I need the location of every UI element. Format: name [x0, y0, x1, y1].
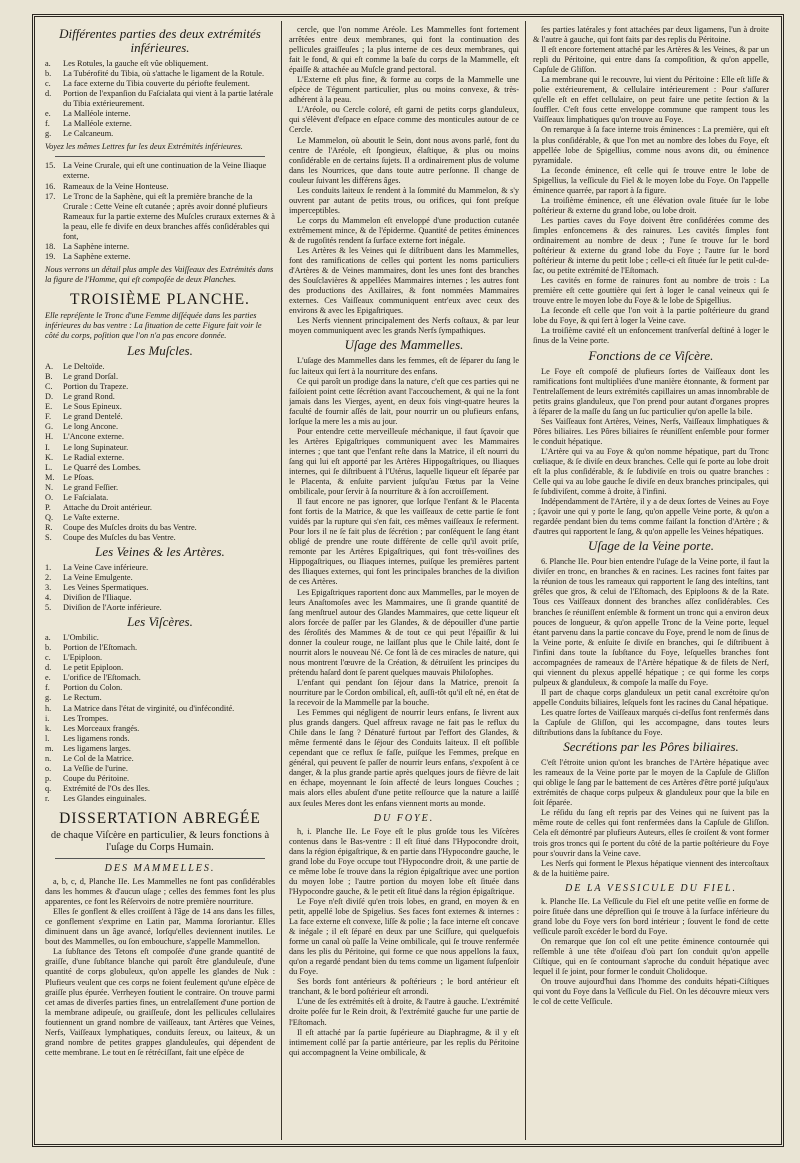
item-text: Le Pſoas. — [63, 472, 94, 482]
column-2 — [289, 25, 519, 1138]
list-item — [45, 533, 275, 543]
paragraph: k. Planche IIe. La Veſſicule du Fiel eſt une petite veſſie en forme de poire ſituée dans une dépreſſion qui ſe trouve à la ſurface inférieure du grand lobe du Foye vers ſon bord intérieur ; ſouvent le fond de cette veſſicule paroît excéder le bord du Foye. — [533, 896, 769, 936]
item-key: a. — [45, 59, 51, 68]
item-key: 17. — [45, 191, 56, 201]
divider — [55, 858, 265, 859]
dissertation-title: DISSERTATION ABREGÉE — [59, 810, 261, 827]
paragraph: L'uſage des Mammelles dans les femmes, eſt de ſéparer du ſang le ſuc laiteux qui ſert à la nourriture des enfans. — [289, 356, 519, 376]
paragraph: Indépendamment de l'Artère, il y a de deux ſortes de Veines au Foye ; ſçavoir une qui y porte le ſang, qu'on appelle Veine porte, & qu'on a regardée pendant bien du tems comme faiſant la fonction d'Artère ; & d'autres qui rapportent le ſang, & qu'on appelle les Veines hépatiques. — [533, 497, 769, 537]
item-text: Le Rectum. — [63, 693, 102, 703]
paragraph: La ſubſtance des Tetons eſt compoſée d'une grande quantité de graiſſe, d'une ſubſtance blanche qui paroît être glanduleuſe, d'une quantité de corps globuleux, qu'on appelle les glandes de Nuk : Plufieurs veulent que ces corps ne foient feulement qu'une eſpèce de graiſſe plus épurée. Verrheyen foutient le contraire. On trouve parmi cet amas de diverſes parties fines, un entrelaſſement d'une portion de la membrane adipeuſe, ou graiſſeuſe, dont les pellicules cellulaires foutiennent un grand nombre de vaiſſeaux, tant Artères que Veines, Nerfs, Vaiſſeaux lymphatiques, conduits ſereux, ou laiteux, & un grand nombre de petites grappes glanduleuſes, qui dépendent de cette membrane. Le tout en ſe rétréciſſant, fait une eſpèce de — [45, 947, 275, 1057]
item-text: Coupe du Péritoine. — [63, 773, 130, 783]
paragraph: La membrane qui le recouvre, lui vient du Péritoine : Elle eſt liſſe & polie extérieurement, & cellulaire intérieurement : Pour s'aſſurer qu'elle eſt en effet cellulaire, on peut faire une petite ſection & la ſouffler. C'eſt fous cette enveloppe commune que rampent tous les Vaiſſeaux limphatiques qu'on trouve au Foye. — [533, 75, 769, 125]
list-item — [45, 663, 275, 673]
list-item — [45, 392, 275, 402]
item-key: d. — [45, 663, 52, 673]
item-key: C. — [45, 382, 53, 392]
item-key: Q. — [45, 512, 54, 522]
paragraph: Les quatre ſortes de Vaiſſeaux marqués ci-deſſus font renfermés dans la Capſule de Gliſſon, qui les accompagne, dans toutes leurs diſtributions dans la ſubſtance du Foye. — [533, 708, 769, 738]
item-text: La Veine Emulgente. — [63, 573, 133, 583]
item-text: Les Trompes. — [63, 713, 109, 723]
item-text: Le grand Feſſier. — [63, 482, 119, 492]
paragraph: La ſeconde éminence, eſt celle qui ſe trouve entre le lobe de Spigellius, la veſſicule du Fiel & le moyen lobe du Foye. On l'appelle éminence quarrée, par raport à ſa figure. — [533, 165, 769, 195]
item-key: n. — [45, 753, 52, 763]
item-text: Portion de l'expanſion du Faſcialata qui vient à la partie latérale du Tibia extérieurement. — [63, 89, 274, 109]
item-key: K. — [45, 452, 54, 462]
usage-mammelles-title: Uſage des Mammelles. — [344, 337, 464, 353]
item-key: A. — [45, 362, 54, 372]
item-key: p. — [45, 773, 52, 783]
item-key: G. — [45, 422, 54, 432]
paragraphs-fiel — [533, 897, 769, 1008]
item-key: f. — [45, 683, 50, 693]
list-item — [45, 119, 275, 129]
item-text: L'Epiploon. — [63, 653, 103, 663]
voyez-note: Voyez les mêmes Lettres fur les deux Extrémités inférieures. — [45, 142, 243, 152]
list-item — [45, 161, 275, 181]
note-vaisseaux: Nous verrons un détail plus ample des Vaiſſeaux des Extrémités dans la figure de l'Homme, qui eſt compoſée de deux Planches. — [45, 264, 274, 284]
list-item — [45, 252, 275, 262]
item-text: Le grand Dorſal. — [63, 372, 119, 382]
fonctions-title: Fonctions de ce Viſcère. — [588, 347, 714, 363]
item-key: d. — [45, 89, 52, 99]
item-key: F. — [45, 412, 52, 422]
item-key: h. — [45, 703, 52, 713]
item-key: O. — [45, 492, 54, 502]
paragraph: Les Epigaſtriques raportent donc aux Mammelles, par le moyen de leurs Anaſtomoſes avec les Mammaires, une ſi grande quantité de ſang menſtruel autour des Glandes Mammaires, que cette liqueur eſt alors forcée de paſſer par les Glandes, & de dépouiller d'une partie des ſéroſités des Mammes & de tout ce qui peut l'épaiſſir & lui donner la couleur rouge, ne laiſſant plus que le Chile laité, dont ſe nourrit alors le nouveau Né. Ce font là de ces miracles de nature, qui nous montrent l'œuvre de la Création, & détruiſent les principes du prétendu haſard dont ſe parent quelques mauvais Philoſophes. — [289, 587, 519, 677]
list-item — [45, 242, 275, 252]
item-key: r. — [45, 793, 50, 803]
item-text: La Malléole externe. — [63, 119, 132, 129]
item-key: k. — [45, 723, 52, 733]
paragraph: L'une de ſes extrémités eſt à droite, & l'autre à gauche. L'extrémité droite poſée fur le Rein droit, & l'extrémité gauche fur une partie de l'Eſtomach. — [289, 997, 519, 1027]
paragraph: Les Nerfs qui forment le Plexus hépatique viennent des intercoſtaux & de la huitième paire. — [533, 858, 769, 878]
item-text: Le Radial externe. — [63, 452, 125, 462]
list-item — [45, 453, 275, 463]
item-key: i. — [45, 713, 50, 723]
list-item — [45, 784, 275, 794]
list-item — [45, 79, 275, 89]
foye-heading: DU FOYE. — [373, 812, 435, 824]
item-key: R. — [45, 522, 53, 532]
list-veines — [45, 563, 275, 613]
paragraphs-foye-suite — [533, 25, 769, 347]
item-key: 16. — [45, 181, 56, 191]
item-text: Le Faſcialata. — [63, 492, 109, 502]
list-item — [45, 402, 275, 412]
list-item — [45, 493, 275, 503]
column-1 — [45, 25, 275, 1138]
paragraph: Ses bords font antérieurs & poſtérieurs ; le bord antérieur eſt tranchant, & le bord poſtérieur eſt arrondi. — [289, 977, 519, 997]
item-key: 5. — [45, 603, 52, 613]
list-item — [45, 513, 275, 523]
paragraph: La troiſième éminence, eſt une élévation ovale ſituée ſur le lobe poſtérieur & externe du grand lobe, ou lobe droit. — [533, 195, 769, 215]
list-item — [45, 653, 275, 663]
item-key: f. — [45, 119, 50, 129]
paragraph: Les parties caves du Foye doivent être conſidérées comme des ſimples enfoncemens & des rainures. Les cavités ſimples font ordinairement au nombre de deux ; l'une ſe trouve ſur le bord poſtérieur & externe du grand lobe du Foye ; l'autre ſur le bord poſtérieur & interne du petit lobe ; celle-ci eſt ſituée ſur le petit cul-de-ſac, ou petite extrémité de l'Eſtomach. — [533, 215, 769, 276]
list-item — [45, 503, 275, 513]
column-rule-2 — [525, 21, 526, 1140]
item-key: b. — [45, 643, 52, 653]
paragraph: Le Foye eſt compoſé de plufieurs ſortes de Vaiſſeaux dont les ramifications font multipliées d'une manière étonnante, & forment par l'entrelaſſement de leurs extrémités capillaires un amas innombrable de petits grains glanduleux, que l'on prend pour autant d'organes propres à ſéparer de la maſſe du ſang un ſuc particulier qu'on apelle la bile. — [533, 366, 769, 416]
item-text: La Tubérofité du Tibia, où s'attache le ligament de la Rotule. — [63, 69, 265, 79]
paragraphs-veine-porte — [533, 557, 769, 738]
paragraph: Elles ſe gonflent & elles croiſſent à l'âge de 14 ans dans les filles, ce gonflement s'exprime en Latin par, Mamma ſororiantur. Elles diminuent dans un âge avancé, lorſqu'elles deviennent inutiles. Le bout des Mammelles, ou ſon embouchure, s'appelle Mammellon. — [45, 907, 275, 947]
item-key: E. — [45, 402, 53, 412]
list-item — [45, 89, 275, 109]
paragraph: On trouve aujourd'hui dans l'homme des conduits hépati-Ciſtiques qui vont du Foye dans la Veſſicule du Fiel. On les découvre mieux vers le col de cette Veſſicule. — [533, 977, 769, 1007]
mammelles-heading: DES MAMMELLES. — [104, 863, 216, 874]
paragraph: L'Aréole, ou Cercle coloré, eſt garni de petits corps glanduleux, qui s'élèvent d'eſpace en eſpace comme des monticules autour de ce Cercle. — [289, 105, 519, 135]
list-item — [45, 129, 275, 139]
item-key: c. — [45, 79, 51, 89]
item-text: Le Calcaneum. — [63, 129, 114, 139]
list-item — [45, 463, 275, 473]
paragraph: La ſeconde eſt celle que l'on voit à la partie poſtérieure du grand lobe du Foye, & qui ſert à loger la Veine cave. — [533, 306, 769, 326]
paragraph: 6. Planche IIe. Pour bien entendre l'uſage de la Veine porte, il faut la diviſer en tronc, en branches & en racines. Les racines font faites par la réunion de tous les rameaux qui rapportent le ſang des inteſtins, tant grêles que gros, & celui de l'Eſtomach, des Epiploons & de la Rate. Tous ces Vaiſſeaux donnent des branches aſſez conſidérables. Ces branches ſe réuniſſent enſemble & forment un tronc qui a environ deux pouces de longueur, & qu'on appelle Tronc de la Veine porte, lequel étant parvenu dans la partie concave du Foye, prend le nom de ſinus de la Veine porte, & enſuite ſe diviſe en branches, qui ſe diſtribuent à l'infini dans toute la ſubſtance du Foye, leſquelles branches font accompagnées de rameaux de l'Artère hépatique & de filets de Nerf, qui viennent du plexus appellé hépatique ; ce qui forme les corps pulpeux & glanduleux, & compoſe la maſſe du Foye. — [533, 557, 769, 687]
item-key: q. — [45, 783, 52, 793]
list-item — [45, 109, 275, 119]
list-item — [45, 412, 275, 422]
list-item — [45, 774, 275, 784]
list-item — [45, 643, 275, 653]
item-text: Le grand Dentelé. — [63, 412, 123, 422]
item-text: Portion du Colon. — [63, 683, 123, 693]
item-text: Diviſion de l'Aorte inférieure. — [63, 603, 162, 613]
item-text: Le petit Epiploon. — [63, 663, 124, 673]
list-item — [45, 633, 275, 643]
paragraph: h, i. Planche IIe. Le Foye eſt le plus groſde tous les Viſcères contenus dans le Bas-ventre : Il eſt ſitué dans l'Hypocondre droit, dans la région épigaſtrique, & en partie dans l'Hypocondre gauche, le grand lobe du Foye occupe tout l'Hypocondre droit, & une partie de ce même lobe ſe trouve dans la région épigaſtrique avec une portion du moyen lobe ; l'autre portion du moyen lobe eſt ſituée dans l'Hypocondre gauche, & le petit eſt ſitué dans la région épigaſtrique. — [289, 826, 519, 896]
paragraph: Pour entendre cette merveilleuſe méchanique, il faut ſçavoir que les Artères Epigaſtriques communiquent avec les Mammaires internes ; que tant que l'enfant reſte dans la Matrice, il eſt nourri du ſang qui lui eſt apporté par les Artères Hippogaſtriques, ou Iliaques internes, qui ſe diſtribuent à l'Utérus, laquelle liqueur eſt ſéparée par le Placenta, & enſuite parvient juſqu'au Fœtus par la Veine ombilicale, pour ſervir à ſa nourriture & à ſon accroiſſement. — [289, 426, 519, 497]
item-text: L'Ombilic. — [63, 633, 99, 643]
item-key: b. — [45, 69, 52, 79]
item-text: Le Tronc de la Saphène, qui eſt la première branche de la Crurale : Cette Veine eſt cutanée ; après avoir donné plufieurs Rameaux fur la partie externe des Muſcles cruraux externes & à la peau, elle fe divife en deux branches affés conſidérables qui font, — [63, 191, 275, 241]
secretions-title: Secrétions par les Pôres biliaires. — [563, 739, 739, 755]
item-key: e. — [45, 109, 51, 119]
item-text: Le grand Rond. — [63, 392, 115, 402]
paragraph: Les conduits laiteux ſe rendent à la ſommité du Mammelon, & s'y ouvrent par autant de petits trous, ou orifices, qui font preſque imperceptibles. — [289, 185, 519, 215]
item-text: La Saphène externe. — [63, 251, 131, 261]
item-text: Portion du Trapeze. — [63, 382, 129, 392]
item-text: La Malléole interne. — [63, 109, 131, 119]
paragraph: On remarque à ſa face interne trois éminences : La première, qui eſt la plus conſidérable, & que l'on met au nombre des lobes du Foye, eſt appellée lobe de Spigellius, comme nous avons dit, ou éminence pyramidale. — [533, 125, 769, 165]
list-item — [45, 573, 275, 583]
paragraph: La troiſième cavité eſt un enfoncement tranſverſal deſtiné à loger le ſinus de la Veine porte. — [533, 326, 769, 346]
item-text: Coupe des Muſcles droits du bas Ventre. — [63, 522, 197, 532]
paragraph: Ses Vaiſſeaux font Artères, Veines, Nerfs, Vaiſſeaux limphatiques & Pôres biliaires. Les Pôres biliaires ſe réuniſſent enſemble pour former le conduit hépatique. — [533, 416, 769, 446]
item-text: La Matrice dans l'état de virginité, ou d'infécondité. — [63, 703, 235, 713]
list-muscles — [45, 362, 275, 543]
item-text: Le long Ancone. — [63, 422, 119, 432]
paragraph: Le réſidu du ſang eſt repris par des Veines qui ne ſuivent pas la même route de celles qui font renfermées dans la Capſule de Gliſſon. Cela eſt démontré par plufieurs Auteurs, elles ſe croiſent & vont former trois gros troncs qui ſe portent du côté de la partie poſtérieure du Foye pour s'ouvrir dans la Veine cave. — [533, 808, 769, 858]
item-text: Le Quarré des Lombes. — [63, 462, 141, 472]
list-item — [45, 724, 275, 734]
item-key: 15. — [45, 161, 56, 171]
item-text: La face externe du Tibia couverte du périofte feulement. — [63, 79, 250, 89]
item-key: m. — [45, 743, 54, 753]
list-item — [45, 443, 275, 453]
item-key: o. — [45, 763, 52, 773]
list-extremites — [45, 59, 275, 139]
item-key: L. — [45, 462, 53, 472]
item-key: B. — [45, 372, 53, 382]
list-item — [45, 593, 275, 603]
list-item — [45, 563, 275, 573]
paragraphs-secretions — [533, 758, 769, 879]
item-text: Les Glandes einguinales. — [63, 793, 147, 803]
paragraph: Les Artères & les Veines qui ſe diſtribuent dans les Mammelles, font des ramifications de celles qui portent les noms particuliers d'Artères & de Veines mammaires, dont les unes font des branches des Souſclavières & appellées Mammaires internes ; les autres font des productions des Axillaires, & font nommées Mammaires externes. Ces Vaiſſeaux communiquent entr'eux avec ceux des environs & avec les Epigaſtriques. — [289, 246, 519, 316]
item-text: Coupe des Muſcles du bas Ventre. — [63, 532, 176, 542]
item-key: 3. — [45, 583, 52, 593]
list-item — [45, 714, 275, 724]
paragraphs-foye — [289, 827, 519, 1058]
list-item — [45, 693, 275, 703]
visceres-title: Les Viſcères. — [127, 614, 193, 630]
item-key: c. — [45, 653, 51, 663]
item-key: 2. — [45, 573, 52, 583]
list-item — [45, 754, 275, 764]
list-item — [45, 422, 275, 432]
paragraph: Les cavités en forme de rainures font au nombre de trois : La première eſt cette gouttière qui ſert à loger le canal veineux qui ſe trouve entre le moyen lobe du Foye & le lobe de Spigellius. — [533, 276, 769, 306]
list-item — [45, 583, 275, 593]
paragraph: Le corps du Mammelon eſt enveloppé d'une production cutanée extrêmement mince, & de l'épiderme. Quantité de petites éminences & de rugoſités rendent ſa ſurface externe fort inégale. — [289, 215, 519, 245]
item-key: a. — [45, 633, 51, 643]
item-text: La Saphène interne. — [63, 241, 130, 251]
item-text: Les ligamens ronds. — [63, 733, 130, 743]
list-veines-crurales — [45, 161, 275, 261]
item-key: 1. — [45, 562, 52, 572]
paragraph: On remarque que ſon col eſt une petite éminence contournée qui reſſemble à une tête d'oiſeau d'où part ſon conduit qu'on appelle Ciſtique, qui en ſe contournant s'aproche du conduit hépatique avec lequel il ſe joint, pour former le conduit Cholidoque. — [533, 936, 769, 977]
item-text: Le Sous Epineux. — [63, 402, 122, 412]
item-text: Les ligamens larges. — [63, 743, 131, 753]
list-item — [45, 603, 275, 613]
list-item — [45, 372, 275, 382]
list-item — [45, 192, 275, 242]
item-text: Extrémité de l'Os des Iles. — [63, 783, 150, 793]
veines-title: Les Veines & les Artères. — [95, 543, 225, 559]
item-text: La Veine Crurale, qui eſt une continuation de la Veine Iliaque externe. — [63, 161, 267, 181]
paragraphs-mammelles — [45, 877, 275, 1058]
item-key: e. — [45, 673, 51, 683]
item-key: P. — [45, 502, 51, 512]
item-key: 18. — [45, 241, 56, 251]
item-key: M. — [45, 472, 55, 482]
item-text: Attache du Droit antérieur. — [63, 502, 152, 512]
veine-porte-title: Uſage de la Veine porte. — [588, 538, 714, 554]
muscles-title: Les Muſcles. — [127, 343, 193, 359]
item-text: L'Ancone externe. — [63, 432, 124, 442]
column-rule-1 — [281, 21, 282, 1140]
list-item — [45, 483, 275, 493]
list-item — [45, 473, 275, 483]
document-page — [32, 14, 784, 1147]
item-key: S. — [45, 532, 52, 542]
item-key: I. — [45, 442, 50, 452]
divider — [55, 156, 265, 157]
paragraph: Il faut encore ne pas ignorer, que lorſque l'enfant & le Placenta font fortis de la Matrice, & que les vaiſſeaux de cette partie ſe font vuidés par la rupture qui s'en fait, ces mêmes vaiſſeaux ſe referment. Pour lors il ne ſe fait plus de ſécrétion ; par conſéquent le ſang étant obligé de prendre une route différente de celle qu'il avoit priſe, remonte par les Artères Epigaſtriques, qui font très-voiſines des Hippogaſtriques, ou Iliaques internes, puiſque les premières partent des Iliaques externes, qui font les principales branches de la diviſion de ces Artères. — [289, 497, 519, 587]
paragraph: Ce qui paroît un prodige dans la nature, c'eſt que ces parties qui ne faiſoient point cette ſécrétion avant l'accouchement, & qui ne la font jamais dans les Vierges, ayent, en deux fois vingt-quatre heures la faculté de fournir aſſés de lait, pour nourrir un ou plufieurs enfans, lorſque la mere les a mis au jour. — [289, 376, 519, 426]
list-item — [45, 794, 275, 804]
paragraph: Il eſt attaché par ſa partie ſupérieure au Diaphragme, & il y eſt intimement collé par ſa partie antérieure, par les replis du Péritoine qui accompagnent la Veine ombilicale, & — [289, 1027, 519, 1057]
item-key: l. — [45, 733, 50, 743]
list-item — [45, 734, 275, 744]
paragraph: Il eſt encore fortement attaché par les Artères & les Veines, & par un repli du Péritoine, qui entre dans ſa compoſition, & qu'on appelle, Capſule de Gliſſon. — [533, 45, 769, 75]
list-item — [45, 704, 275, 714]
paragraph: L'Externe eſt plus fine, & forme au corps de la Mammelle une eſpèce de Tégument particulier, plus ou moins convexe, & très-adhérent à la peau. — [289, 75, 519, 105]
list-item — [45, 59, 275, 69]
item-text: Les Morceaux frangés. — [63, 723, 140, 733]
item-text: Le Deltoïde. — [63, 362, 105, 372]
paragraph: Il part de chaque corps glanduleux un petit canal excrétoire qu'on appelle Conduits biliaires, leſquels font les racines du Canal hépatique. — [533, 687, 769, 707]
paragraphs-usage — [289, 356, 519, 808]
paragraph: L'Artère qui va au Foye & qu'on nomme hépatique, part du Tronc cœliaque, & ſe diviſe en deux branches. Celle qui ſe porte au lobe droit eſt la plus conſidérable, & ſe ſubdiviſe en trois ou quatre branches : Celle qui va au lobe gauche ſe diviſe en deux branches principales, qui ſe ſubdiviſent, comme à droite, à l'infini. — [533, 446, 769, 497]
item-text: Portion de l'Eſtomach. — [63, 643, 138, 653]
list-item — [45, 523, 275, 533]
paragraph: Le Foye n'eſt diviſé qu'en trois lobes, en grand, en moyen & en petit, appellé lobe de Spigelius. Ses faces font externes & internes : La face externe eſt convexe, liſſe & polie ; la face interne eſt concave & inégale ; il eſt ſéparé en deux par une Sciſſure, qui quelquefois forme un canal où paſſe la Veine ombilicale, qui ſe trouve renfermée dans les plis du Péritoine, qui forme ce que nous appellons la faux, qu'on a regardé pendant bien du tems comme un ligament ſuſpenſoir du Foye. — [289, 896, 519, 977]
item-key: 4. — [45, 593, 52, 603]
list-item — [45, 673, 275, 683]
paragraphs-fonctions — [533, 367, 769, 538]
plate-title: TROISIÈME PLANCHE. — [70, 290, 250, 308]
paragraph: L'enfant qui pendant ſon ſéjour dans la Matrice, prenoit ſa nourriture par le Cordon ombilical, eſt, auſſi-tôt qu'il eſt né, en état de la recevoir de la Mammelle par la bouche. — [289, 677, 519, 708]
paragraph: Le Mammelon, où aboutit le Sein, dont nous avons parlé, font du centre de l'Aréole, eſt ſpongieux, élaſtique, & plus ou moins conſidérable en de certains ſujets. Il a ordinairement plus de volume dans les Nourrices, que dans toute autre perſonne. Il change de couleur ſuivant les différens âges. — [289, 135, 519, 185]
paragraph: a, b, c, d, Planche IIe. Les Mammelles ne font pas conſidérables dans les hommes & d'aucun uſage ; celles des femmes font les plus apparentes, ce font les Réſervoirs de notre première nourriture. — [45, 877, 275, 907]
paragraphs-mammelles-suite — [289, 25, 519, 336]
item-text: Le Col de la Matrice. — [63, 753, 134, 763]
item-text: Rameaux de la Veine Honteuse. — [63, 181, 169, 191]
item-key: 19. — [45, 251, 56, 261]
paragraph: ſes parties latérales y font attachées par deux ligamens, l'un à droite & l'autre à gauche, qui font faits par des replis du Péritoine. — [533, 25, 769, 45]
item-key: H. — [45, 432, 54, 442]
item-key: D. — [45, 392, 54, 402]
list-item — [45, 69, 275, 79]
fiel-heading: DE LA VESSICULE DU FIEL. — [565, 882, 737, 894]
item-text: La Veſſie de l'urine. — [63, 763, 128, 773]
list-item — [45, 432, 275, 442]
item-text: Le long Supinateur. — [63, 442, 129, 452]
item-text: Le Vaſte externe. — [63, 512, 120, 522]
item-text: La Veine Cave inférieure. — [63, 562, 149, 572]
list-item — [45, 362, 275, 372]
item-text: Les Rotules, la gauche eſt vûe obliquement. — [63, 59, 209, 68]
column-3 — [533, 25, 769, 1138]
item-key: g. — [45, 129, 52, 139]
paragraph: Les Femmes qui négligent de nourrir leurs enfans, ſe livrent aux plus grands dangers. Quel affreux ravage ne fait pas le reflux du Chile dans le ſang ? Dénaturé furtout par l'effort des Glandes, & même fermenté dans le ſéjour des Conduits laiteux. Il eſt poſſible cependant que ce reflux ſe faſſe, puiſque les Femmes, preſque en général, qui peuvent ſe paſſer de nourrir leurs enfans, s'expoſent à ce danger, & la plus grande partie après quelques jours de fièvre de lait en échape, moyennant le ſoin affecté de leurs longues Couches ; mais alors elles abuſent d'une petite reſſource que la nature a laiſſé aux ſeules Meres dont les enfans viennent morts au monde. — [289, 708, 519, 808]
list-item — [45, 744, 275, 754]
paragraph: C'eſt l'étroite union qu'ont les branches de l'Artère hépatique avec les rameaux de la Veine porte par le moyen de la Capſule de Gliſſon qui oblige le ſang par le battement de ces Artères d'être porté juſqu'aux extrémités de chaque corps pulpeux & glanduleux pour que la bile en ſoit ſéparée. — [533, 758, 769, 808]
item-key: N. — [45, 482, 54, 492]
list-visceres — [45, 633, 275, 804]
item-text: L'orifice de l'Eſtomach. — [63, 673, 141, 683]
list-item — [45, 764, 275, 774]
paragraph: Les Nerfs viennent principalement des Nerfs coſtaux, & par leur moyen communiquent avec les grands Nerfs ſympathiques. — [289, 316, 519, 336]
list-item — [45, 683, 275, 693]
list-item — [45, 182, 275, 192]
list-item — [45, 382, 275, 392]
section-title-extremites: Différentes parties des deux extrémités inférieures. — [59, 26, 261, 55]
item-text: Diviſion de l'Iliaque. — [63, 593, 132, 603]
item-text: Les Veines Spermatiques. — [63, 583, 149, 593]
plate-description: Elle repréſente le Tronc d'une Femme diſſéquée dans les parties inférieures du bas ventre : La ſituation de cette Figure fait voir le côté du corps, poſition que l'on n'a pas encore donnée. — [45, 310, 262, 341]
paragraph: cercle, que l'on nomme Aréole. Les Mammelles font fortement arrêtées entre deux membranes, qui font la continuation des pellicules graiſſeuſes ; la plus interne de ces deux membranes, qui fait le fond, & qui eſt comme la baſe du corps de la Mammelle, eſt épaiſſe & attachée au Muſcle grand pectoral. — [289, 25, 519, 75]
item-key: g. — [45, 693, 52, 703]
dissertation-subtitle: de chaque Viſcère en particulier, & leurs fonctions à l'uſage du Corps Humain. — [50, 830, 270, 853]
